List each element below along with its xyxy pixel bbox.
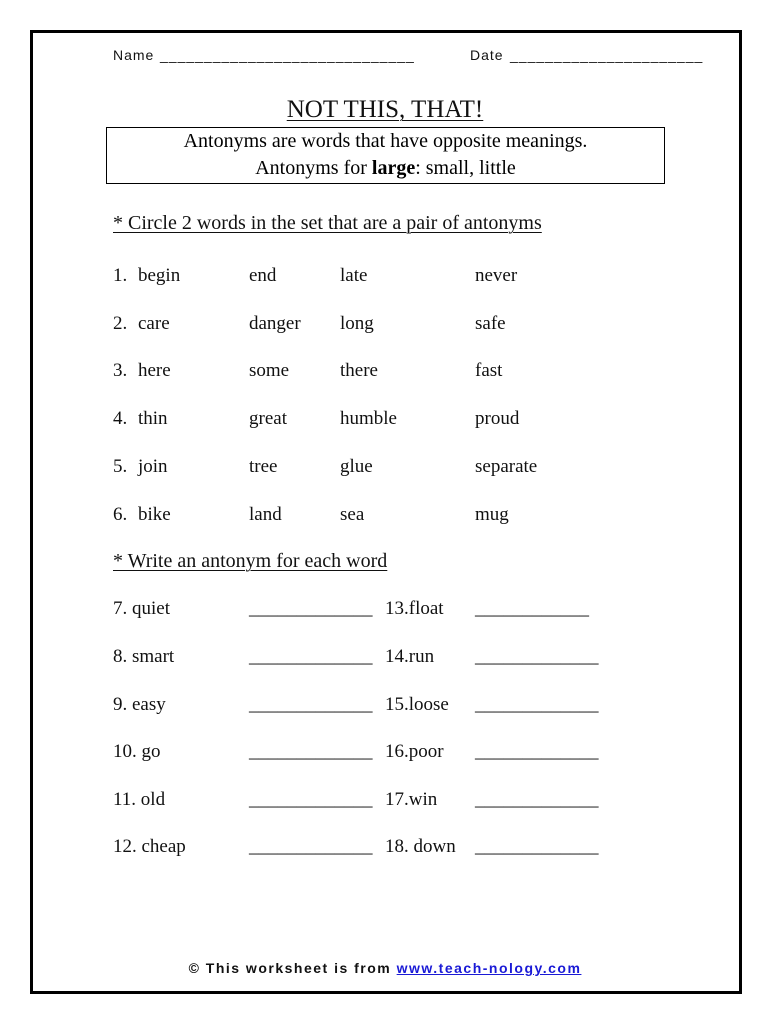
answer-blank[interactable]: _____________ [475, 741, 599, 762]
row-number: 6. [113, 504, 128, 525]
word-choice[interactable]: sea [340, 504, 365, 525]
section2-heading: * Write an antonym for each word [113, 550, 388, 572]
prompt-word: 17.win [385, 789, 438, 810]
word-choice[interactable]: bike [138, 504, 171, 525]
word-choice[interactable]: here [138, 360, 171, 381]
prompt-word: 18. down [385, 836, 456, 857]
word-choice[interactable]: glue [340, 456, 373, 477]
row-number: 5. [113, 456, 128, 477]
answer-blank[interactable]: _____________ [249, 836, 373, 857]
definition-box [106, 127, 665, 184]
prompt-word: 10. go [113, 741, 161, 762]
row-number: 3. [113, 360, 128, 381]
word-choice[interactable]: some [249, 360, 290, 381]
date-blank: ______________________ [510, 47, 704, 63]
word-choice[interactable]: proud [475, 408, 520, 429]
answer-blank[interactable]: ____________ [475, 598, 589, 619]
answer-blank[interactable]: _____________ [249, 741, 373, 762]
prompt-word: 15.loose [385, 694, 449, 715]
word-choice[interactable]: thin [138, 408, 168, 429]
word-choice[interactable]: join [138, 456, 168, 477]
footer-credit [0, 960, 770, 976]
answer-blank[interactable]: _____________ [475, 789, 599, 810]
word-choice[interactable]: never [475, 265, 518, 286]
word-choice[interactable]: mug [475, 504, 509, 525]
answer-blank[interactable]: _____________ [475, 836, 599, 857]
row-number: 1. [113, 265, 128, 286]
name-blank: _____________________________ [160, 47, 415, 63]
row-number: 4. [113, 408, 128, 429]
word-choice[interactable]: land [249, 504, 282, 525]
answer-blank[interactable]: _____________ [249, 694, 373, 715]
definition-line-2 [107, 157, 664, 180]
definition-line-1: Antonyms are words that have opposite meanings. [183, 130, 588, 152]
prompt-word: 12. cheap [113, 836, 186, 857]
word-choice[interactable]: humble [340, 408, 397, 429]
definition-line-2-suffix: : small, little [415, 157, 516, 179]
word-choice[interactable]: care [138, 313, 170, 334]
prompt-word: 11. old [113, 789, 166, 810]
prompt-word: 7. quiet [113, 598, 170, 619]
answer-blank[interactable]: _____________ [249, 646, 373, 667]
prompt-word: 8. smart [113, 646, 175, 667]
answer-blank[interactable]: _____________ [475, 694, 599, 715]
word-choice[interactable]: great [249, 408, 287, 429]
word-choice[interactable]: safe [475, 313, 506, 334]
prompt-word: 13.float [385, 598, 444, 619]
definition-line-2-prefix: Antonyms for [255, 157, 372, 179]
row-number: 2. [113, 313, 128, 334]
word-choice[interactable]: fast [475, 360, 503, 381]
word-choice[interactable]: end [249, 265, 277, 286]
page-title: NOT THIS, THAT! [286, 96, 484, 123]
word-choice[interactable]: begin [138, 265, 181, 286]
word-choice[interactable]: danger [249, 313, 301, 334]
definition-keyword: large [371, 157, 416, 179]
word-choice[interactable]: late [340, 265, 368, 286]
prompt-word: 9. easy [113, 694, 166, 715]
date-label: Date [470, 47, 504, 63]
word-choice[interactable]: long [340, 313, 374, 334]
prompt-word: 14.run [385, 646, 435, 667]
prompt-word: 16.poor [385, 741, 444, 762]
footer-prefix: © This worksheet is from [188, 960, 397, 976]
answer-blank[interactable]: _____________ [475, 646, 599, 667]
answer-blank[interactable]: _____________ [249, 598, 373, 619]
name-label: Name [113, 47, 155, 63]
word-choice[interactable]: tree [249, 456, 278, 477]
word-choice[interactable]: separate [475, 456, 538, 477]
section1-heading: * Circle 2 words in the set that are a pair of antonyms [113, 212, 542, 234]
word-choice[interactable]: there [340, 360, 378, 381]
footer-link[interactable]: www.teach-nology.com [396, 960, 582, 976]
answer-blank[interactable]: _____________ [249, 789, 373, 810]
